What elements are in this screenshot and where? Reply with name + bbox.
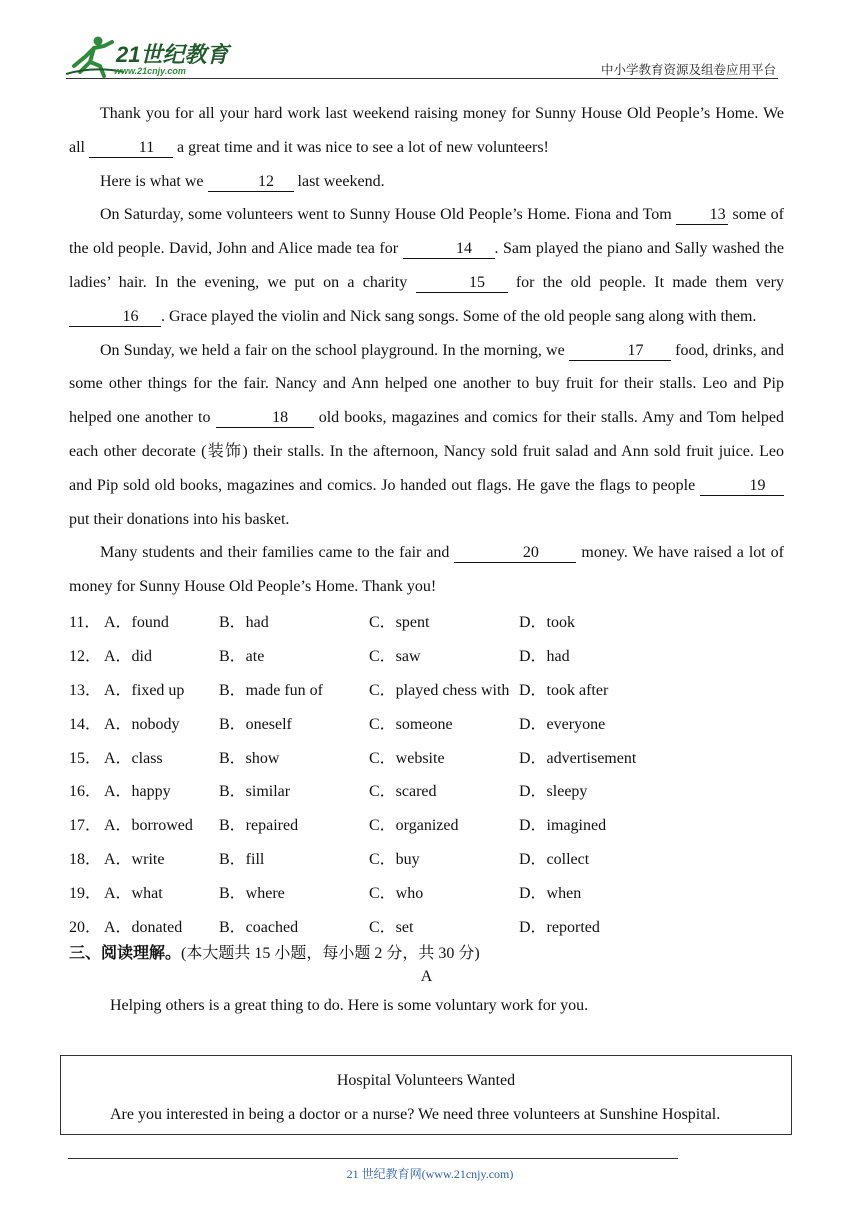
option-a: A．class	[104, 749, 163, 767]
option-d: D．took after	[519, 681, 609, 699]
option-b: B．repaired	[219, 817, 299, 835]
option-row	[69, 841, 669, 875]
question-number: 20．	[69, 918, 102, 936]
option-c: C．buy	[369, 850, 420, 868]
option-b: B．similar	[219, 783, 291, 801]
option-row	[69, 672, 669, 706]
blank-13: 13	[676, 206, 728, 225]
question-number: 12．	[69, 648, 102, 666]
question-number: 17．	[69, 817, 102, 835]
option-b: B．where	[219, 884, 285, 902]
blank-14: 14	[403, 240, 495, 259]
footer-text: 21 世纪教育网(www.21cnjy.com)	[346, 1167, 514, 1181]
option-c: C．saw	[369, 648, 421, 666]
option-b: B．oneself	[219, 715, 292, 733]
option-row	[69, 773, 669, 807]
option-row	[69, 604, 669, 638]
options-table	[69, 604, 669, 942]
blank-12: 12	[208, 173, 294, 192]
blank-16: 16	[69, 308, 161, 327]
option-a: A．write	[104, 850, 165, 868]
option-d: D．had	[519, 648, 570, 666]
notice-title: Hospital Volunteers Wanted	[336, 1072, 516, 1089]
blank-17: 17	[569, 342, 671, 361]
option-row	[69, 874, 669, 908]
svg-text:www.21cnjy.com: www.21cnjy.com	[114, 66, 186, 76]
paragraph-3: On Saturday, some volunteers went to Sunny House Old People’s Home. Fiona and Tom 13 some of the old people. David, John and Alice made tea for 14 . Sam played the piano and Sally washed the ladies’ hair. In the evening, we put on a charity 15 for the old people. It made them very 16 . Grace played the violin and Nick sang songs. Some of the old people sang along with them.	[69, 206, 785, 325]
blank-15: 15	[416, 274, 508, 293]
option-b: B．had	[219, 614, 269, 632]
cloze-passage	[69, 97, 784, 1024]
option-d: D．when	[519, 884, 582, 902]
question-number: 16．	[69, 783, 102, 801]
option-c: C．spent	[369, 614, 430, 632]
option-a: A．donated	[104, 918, 183, 936]
option-b: B．made fun of	[219, 681, 323, 699]
option-b: B．ate	[219, 648, 265, 666]
notice-box	[60, 1055, 792, 1135]
question-number: 15．	[69, 749, 102, 767]
question-number: 11．	[69, 614, 101, 632]
option-a: A．nobody	[104, 715, 180, 733]
footer-divider	[68, 1158, 678, 1159]
site-logo	[64, 36, 234, 80]
option-d: D．imagined	[519, 817, 607, 835]
paragraph-5: Many students and their families came to the fair and 20 money. We have raised a lot of money for Sunny House Old People’s Home. Thank you!	[69, 544, 785, 596]
option-c: C．played chess with	[369, 681, 510, 699]
option-row	[69, 638, 669, 672]
option-a: A．happy	[104, 783, 171, 801]
option-d: D．everyone	[519, 715, 606, 733]
question-number: 18．	[69, 850, 102, 868]
option-b: B．fill	[219, 850, 265, 868]
option-d: D．took	[519, 614, 576, 632]
question-number: 14．	[69, 715, 102, 733]
part-label: A	[420, 967, 433, 985]
blank-11: 11	[89, 139, 173, 158]
option-b: B．coached	[219, 918, 299, 936]
blank-18: 18	[216, 409, 314, 428]
option-a: A．did	[104, 648, 153, 666]
option-d: D．reported	[519, 918, 600, 936]
option-c: C．website	[369, 749, 445, 767]
option-a: A．fixed up	[104, 681, 185, 699]
option-b: B．show	[219, 749, 280, 767]
notice-text: Are you interested in being a doctor or a nurse? We need three volunteers at Sunshine Hospital.	[110, 1106, 721, 1123]
option-c: C．scared	[369, 783, 437, 801]
blank-19: 19	[700, 477, 784, 496]
option-a: A．found	[104, 614, 169, 632]
paragraph-4: On Sunday, we held a fair on the school playground. In the morning, we 17 food, drinks, and some other things for the fair. Nancy and Ann helped one another to buy fruit for their stalls. Leo and Pip helped one another to 18 old books, magazines and comics for their stalls. Amy and Tom helped each other decorate (装饰) their stalls. In the afternoon, Nancy sold fruit salad and Ann sold fruit juice. Leo and Pip sold old books, magazines and comics. Jo handed out flags. He gave the flags to people 19 put their donations into his basket.	[69, 341, 785, 528]
option-row	[69, 807, 669, 841]
option-row	[69, 739, 669, 773]
header-platform-text: 中小学教育资源及组卷应用平台	[600, 63, 776, 77]
option-c: C．set	[369, 918, 414, 936]
option-c: C．someone	[369, 715, 453, 733]
paragraph-1: Thank you for all your hard work last weekend raising money for Sunny House Old People’s Home. We all 11 a great time and it was nice to see a lot of new volunteers!	[69, 105, 784, 156]
option-c: C．who	[369, 884, 424, 902]
option-c: C．organized	[369, 817, 459, 835]
option-row	[69, 705, 669, 739]
svg-text:21世纪教育: 21世纪教育	[116, 42, 229, 67]
question-number: 19．	[69, 884, 102, 902]
header-divider	[66, 78, 778, 79]
section-3-heading: 三、阅读理解。(本大题共 15 小题，每小题 2 分，共 30 分)	[69, 944, 480, 962]
blank-20: 20	[454, 544, 576, 563]
option-d: D．sleepy	[519, 783, 588, 801]
option-a: A．what	[104, 884, 163, 902]
option-d: D．collect	[519, 850, 590, 868]
question-number: 13．	[69, 681, 102, 699]
option-row	[69, 908, 669, 942]
paragraph-2: Here is what we 12 last weekend.	[100, 172, 385, 190]
reading-intro: Helping others is a great thing to do. Here is some voluntary work for you.	[110, 996, 589, 1014]
option-d: D．advertisement	[519, 749, 637, 767]
option-a: A．borrowed	[104, 817, 193, 835]
